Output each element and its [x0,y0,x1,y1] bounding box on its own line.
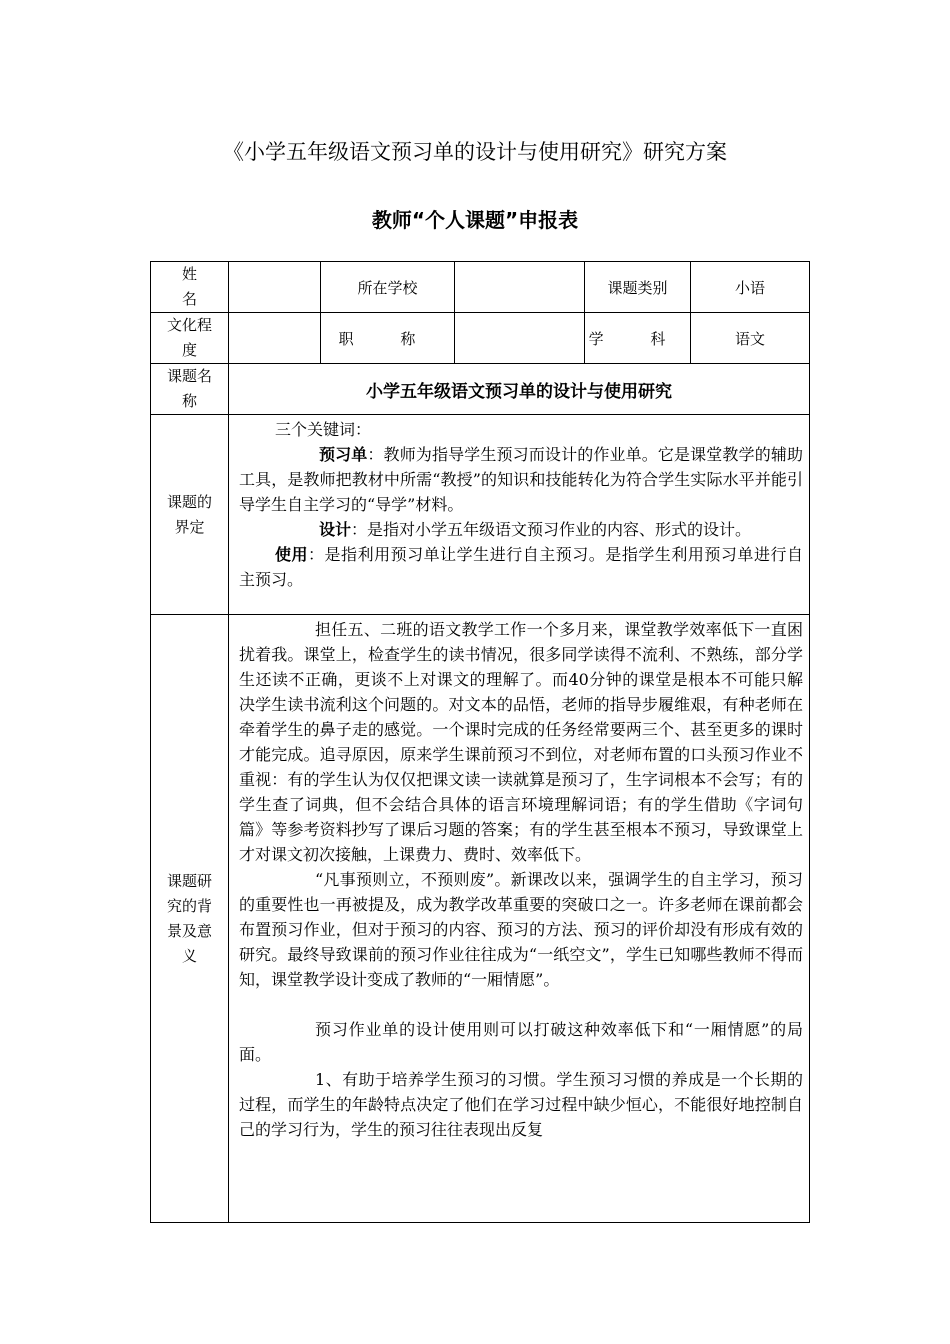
topic-label-line-1: 课题名 [166,367,212,385]
education-label-line-2: 度 [181,341,197,359]
definition-label [151,415,229,615]
name-label-line-2: 名 [181,290,197,308]
background-label-line-4: 义 [181,946,197,965]
topic-name-label [151,364,229,415]
background-label-line-2: 究的背 [166,896,212,915]
keywords-heading: 三个关键词： [275,420,372,439]
background-label [151,615,229,1223]
keyword-text-1: ：教师为指导学生预习而设计的作业单。它是课堂教学的辅助工具，是教师把教材中所需“教授”的知识和技能转化为符合学生实际水平并能引导学生自主学习的“导学”材料。 [239,445,803,514]
keyword-term-2: 设计 [319,520,352,539]
category-value[interactable]: 小语 [691,262,810,313]
school-value[interactable] [455,262,585,313]
definition-content[interactable] [229,415,810,615]
education-value[interactable] [229,313,321,364]
keyword-preview-sheet [239,442,803,517]
form-row-education [151,313,810,364]
keyword-term-1: 预习单 [319,445,368,464]
form-row-basic-info [151,262,810,313]
keyword-text-3: ：是指利用预习单让学生进行自主预习。是指学生利用预习单进行自主预习。 [239,545,803,589]
education-label-line-1: 文化程 [166,316,212,334]
job-title-label: 职 称 [321,313,455,364]
document-title: 《小学五年级语文预习单的设计与使用研究》研究方案 [223,140,727,164]
background-paragraph-4: 1、有助于培养学生预习的习惯。学生预习习惯的养成是一个长期的过程，而学生的年龄特点决定了他们在学习过程中缺少恒心，不能很好地控制自己的学习行为，学生的预习往往表现出反复 [239,1070,803,1139]
keyword-text-2: ：是指对小学五年级语文预习作业的内容、形式的设计。 [351,520,752,539]
form-row-definition [151,415,810,615]
background-label-line-3: 景及意 [166,921,212,940]
topic-name-value[interactable]: 小学五年级语文预习单的设计与使用研究 [229,364,810,415]
form-title: 教师“个人课题”申报表 [371,208,579,232]
keyword-usage [239,542,803,592]
name-label [151,262,229,313]
keyword-term-3: 使用 [275,545,309,564]
category-label: 课题类别 [585,262,691,313]
keyword-design [239,517,803,542]
education-label [151,313,229,364]
background-content[interactable] [229,615,810,1223]
form-row-background [151,615,810,1223]
subject-value[interactable]: 语文 [691,313,810,364]
blank-line [239,992,803,1017]
background-paragraph-2: “凡事预则立，不预则废”。新课改以来，强调学生的自主学习，预习的重要性也一再被提及，成为教学改革重要的突破口之一。许多老师在课前都会布置预习作业，但对于预习的内容、预习的方法、预习的评价却没有形成有效的研究。最终导致课前的预习作业往往成为“一纸空文”，学生已知哪些教师不得而知，课堂教学设计变成了教师的“一厢情愿”。 [239,870,803,989]
topic-label-line-2: 称 [181,392,197,410]
form-row-topic-name [151,364,810,415]
background-label-line-1: 课题研 [166,871,212,890]
definition-label-line-2: 界定 [174,517,205,536]
background-paragraph-3: 预习作业单的设计使用则可以打破这种效率低下和“一厢情愿”的局面。 [239,1020,803,1064]
definition-label-line-1: 课题的 [166,492,212,511]
name-label-line-1: 姓 [181,265,197,283]
subject-label: 学 科 [585,313,691,364]
name-value[interactable] [229,262,321,313]
background-paragraph-1: 担任五、二班的语文教学工作一个多月来，课堂教学效率低下一直困扰着我。课堂上，检查学生的读书情况，很多同学读得不流利、不熟练，部分学生还读不正确，更谈不上对课文的理解了。而40分钟的课堂是根本不可能只解决学生读书流利这个问题的。对文本的品悟，老师的指导步履维艰，有种老师在牵着学生的鼻子走的感觉。一个课时完成的任务经常要两三个、甚至更多的课时才能完成。追寻原因，原来学生课前预习不到位，对老师布置的口头预习作业不重视：有的学生认为仅仅把课文读一读就算是预习了，生字词根本不会写；有的学生查了词典，但不会结合具体的语言环境理解词语；有的学生借助《字词句篇》等参考资料抄写了课后习题的答案；有的学生甚至根本不预习，导致课堂上才对课文初次接触，上课费力、费时、效率低下。 [239,620,803,864]
job-title-value[interactable] [455,313,585,364]
application-form-table [150,261,810,1223]
school-label: 所在学校 [321,262,455,313]
